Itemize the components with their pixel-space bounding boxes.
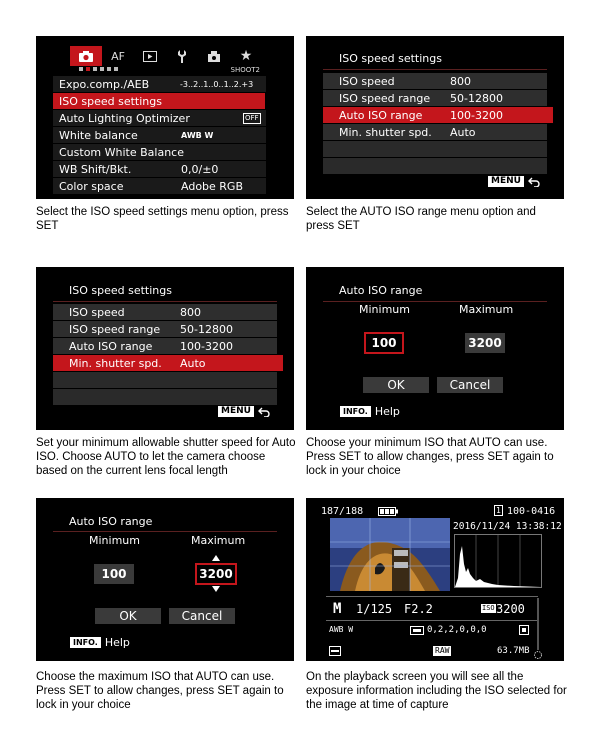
dial-icon (533, 650, 543, 660)
shooting-mode: M (333, 601, 342, 617)
screen-title: ISO speed settings (69, 284, 172, 297)
tab-my-menu[interactable]: ★ (239, 48, 253, 64)
page-indicator (79, 67, 118, 71)
wrench-tab-icon[interactable] (166, 46, 198, 66)
divider (326, 620, 538, 621)
af-point-icon (519, 625, 529, 635)
menu-item-auto-lighting-optimizer[interactable]: Auto Lighting Optimizer OFF (53, 110, 266, 127)
file-number: 100-0416 (507, 506, 556, 517)
menu-item-color-space[interactable]: Color space Adobe RGB (53, 178, 266, 195)
alo-off-icon: OFF (245, 113, 259, 122)
divider (326, 596, 538, 597)
ok-button[interactable]: OK (95, 608, 161, 624)
menu-item-white-balance[interactable]: White balance AWB W (53, 127, 266, 144)
menu-screen-shoot2 (36, 36, 294, 199)
alo-icon (329, 646, 341, 656)
min-iso-selector[interactable]: 100 (94, 564, 134, 584)
card-slot-icon: 1 (496, 506, 501, 515)
menu-tab-bar (70, 46, 262, 66)
menu-item-iso-speed[interactable]: ISO speed 800 (323, 73, 547, 90)
playback-info-screen (306, 498, 564, 661)
info-help-button[interactable]: INFO. Help (70, 636, 130, 649)
menu-item-empty (323, 158, 547, 175)
caption-step-3: Set your minimum allowable shutter speed for Auto ISO. Choose AUTO to let the camera choose based on the current lens focal length (36, 437, 296, 477)
menu-item-iso-speed-range[interactable]: ISO speed range 50-12800 (53, 321, 277, 338)
info-help-button[interactable]: INFO. Help (340, 405, 400, 418)
title-divider (53, 531, 277, 532)
image-thumbnail (330, 518, 450, 591)
maximum-label: Maximum (191, 534, 246, 547)
title-divider (53, 301, 277, 302)
menu-item-iso-speed-settings[interactable]: ISO speed settings (53, 93, 265, 110)
shutter-speed: 1/125 (356, 602, 393, 616)
iso-settings-list (323, 73, 547, 175)
max-iso-selector[interactable]: 3200 (465, 333, 505, 353)
camera-tab-icon[interactable] (70, 46, 102, 66)
return-arrow-icon (528, 177, 540, 187)
down-arrow-icon[interactable] (212, 586, 220, 592)
screen-title: ISO speed settings (339, 52, 442, 65)
menu-item-expo-comp[interactable]: Expo.comp./AEB -3..2..1..0..1..2.+3 (53, 76, 266, 93)
menu-item-min-shutter-speed[interactable]: Min. shutter spd. Auto (53, 355, 283, 372)
iso-speed-settings-screen (306, 36, 564, 199)
title-divider (323, 301, 547, 302)
minimum-label: Minimum (359, 303, 410, 316)
white-balance-icon: AWB W (329, 625, 354, 634)
menu-item-min-shutter-speed[interactable]: Min. shutter spd. Auto (323, 124, 547, 141)
cancel-button[interactable]: Cancel (169, 608, 235, 624)
menu-item-iso-speed[interactable]: ISO speed 800 (53, 304, 277, 321)
screen-title: Auto ISO range (69, 515, 153, 528)
caption-step-4: Choose your minimum ISO that AUTO can use. Press SET to allow changes, press SET again to lock in your choice (306, 437, 554, 477)
aperture: F2.2 (404, 602, 433, 616)
menu-item-wb-shift[interactable]: WB Shift/Bkt. 0,0/±0 (53, 161, 266, 178)
exposure-scale: -3..2..1..0..1..2.+3 (180, 79, 254, 89)
max-iso-selector[interactable]: 3200 (195, 563, 237, 585)
menu-return-button[interactable]: MENU (488, 176, 540, 187)
iso-settings-list (53, 304, 277, 406)
iso-value: 3200 (496, 602, 525, 616)
minimum-label: Minimum (89, 534, 140, 547)
menu-item-empty (53, 372, 277, 389)
menu-item-auto-iso-range[interactable]: Auto ISO range 100-3200 (53, 338, 277, 355)
menu-return-button[interactable]: MENU (218, 406, 270, 417)
shoot-page-label: SHOOT2 (230, 66, 260, 74)
caption-step-2: Select the AUTO ISO range menu option and press SET (306, 206, 536, 232)
cancel-button[interactable]: Cancel (437, 377, 503, 393)
menu-item-empty (323, 141, 547, 158)
menu-item-auto-iso-range[interactable]: Auto ISO range 100-3200 (323, 107, 553, 124)
tab-af[interactable]: AF (111, 49, 125, 63)
ok-button[interactable]: OK (363, 377, 429, 393)
capture-datetime: 2016/11/24 13:38:12 (453, 521, 562, 532)
auto-iso-range-screen (306, 267, 564, 430)
maximum-label: Maximum (459, 303, 514, 316)
histogram (454, 534, 542, 588)
scroll-indicator (537, 598, 539, 650)
image-quality: RAW (435, 646, 450, 655)
iso-label-icon: ISO (482, 604, 495, 612)
battery-icon (378, 507, 398, 516)
auto-iso-range-screen (36, 498, 294, 661)
awb-icon: AWB W (181, 130, 214, 140)
picture-style-values: 0,2,2,0,0,0 (427, 625, 487, 635)
return-arrow-icon (258, 407, 270, 417)
frame-count: 187/188 (321, 506, 364, 517)
caption-step-1: Select the ISO speed settings menu option, press SET (36, 206, 289, 232)
up-arrow-icon[interactable] (212, 555, 220, 561)
custom-functions-tab-icon[interactable] (198, 46, 230, 66)
iso-speed-settings-screen (36, 267, 294, 430)
playback-tab-icon[interactable] (134, 46, 166, 66)
caption-step-5: Choose the maximum ISO that AUTO can use. Press SET to allow changes, press SET again to lock in your choice (36, 671, 284, 711)
caption-step-6: On the playback screen you will see all the exposure information including the ISO selected for the image at time of capture (306, 671, 567, 711)
menu-list (53, 76, 266, 195)
picture-style-icon (410, 626, 424, 635)
title-divider (323, 69, 547, 70)
menu-item-iso-speed-range[interactable]: ISO speed range 50-12800 (323, 90, 547, 107)
screen-title: Auto ISO range (339, 284, 423, 297)
menu-item-custom-white-balance[interactable]: Custom White Balance (53, 144, 266, 161)
file-size: 63.7MB (497, 646, 530, 656)
min-iso-selector[interactable]: 100 (364, 332, 404, 354)
menu-item-empty (53, 389, 277, 406)
